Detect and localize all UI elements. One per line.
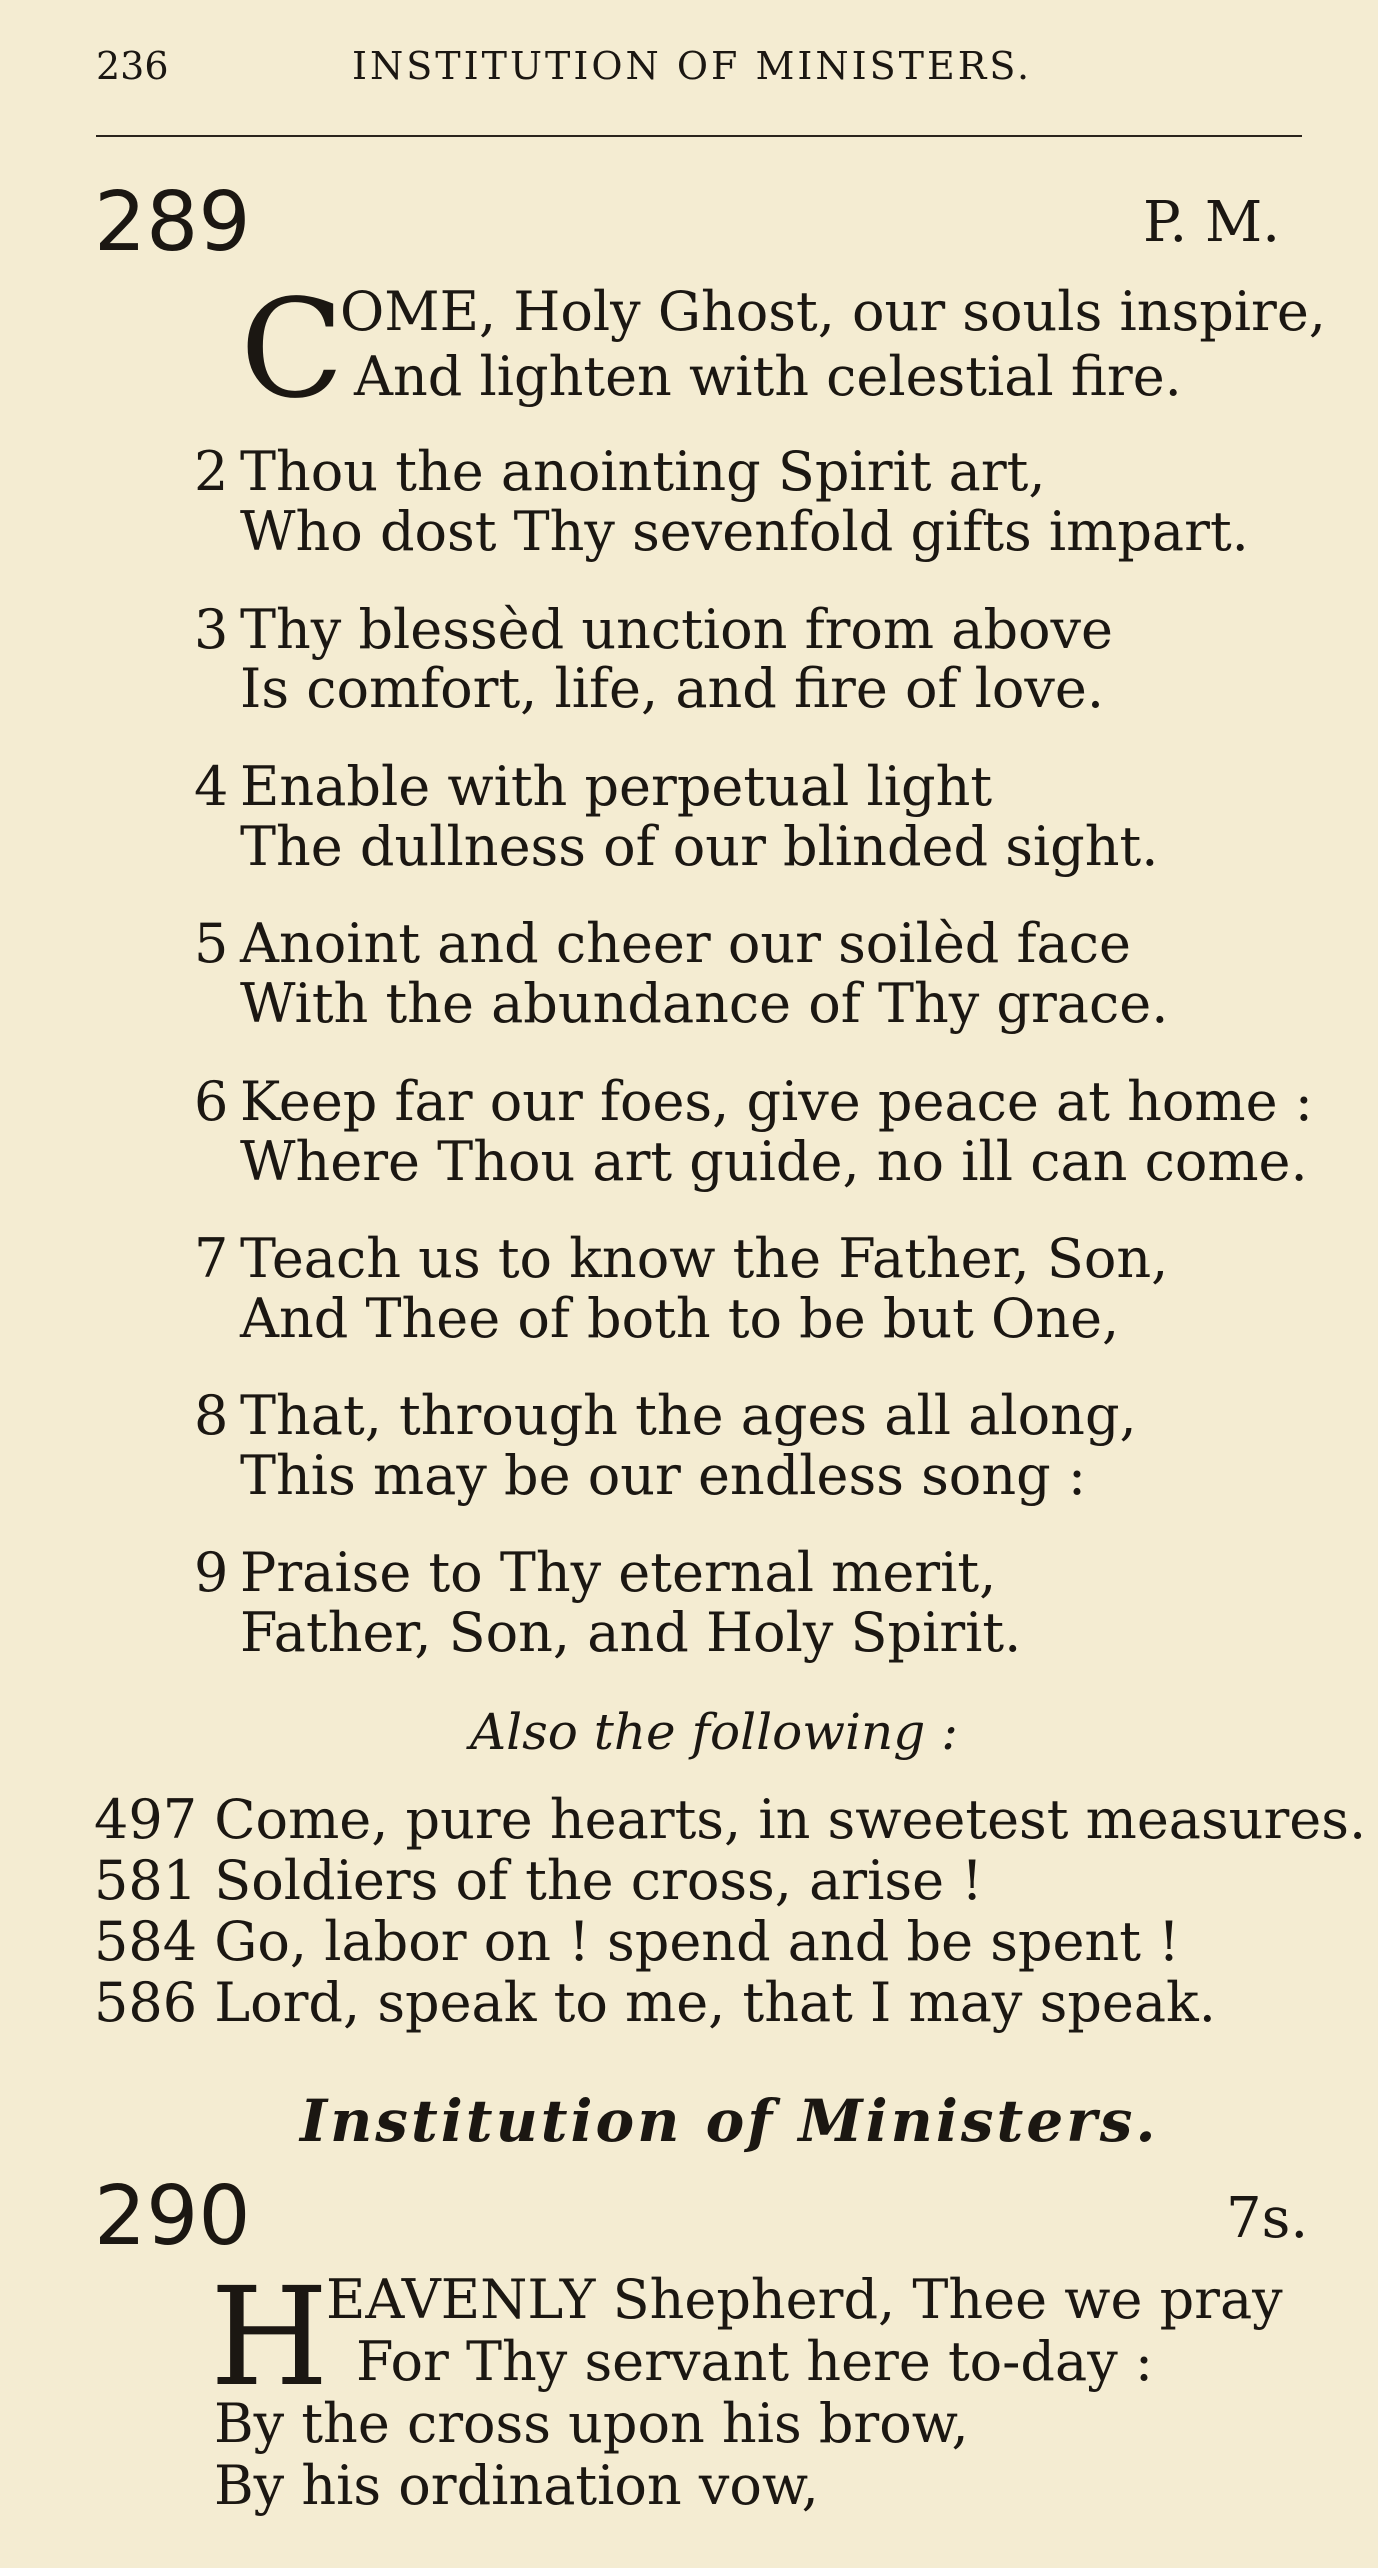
hymn-289-line-1: OME, Holy Ghost, our souls inspire, (340, 280, 1326, 343)
section-heading: Institution of Ministers. (300, 2087, 1159, 2155)
verse-number: 7 (194, 1227, 229, 1290)
also-following-label: Also the following : (470, 1703, 958, 1761)
hymn-290-line-2: For Thy servant here to-day : (356, 2330, 1154, 2393)
verse-number: 6 (194, 1070, 229, 1133)
cross-reference-584: 584 Go, labor on ! spend and be spent ! (94, 1910, 1180, 1973)
verse-6-line-1: 6 Keep far our foes, give peace at home : (194, 1070, 1313, 1133)
verse-7-line-1: 7 Teach us to know the Father, Son, (194, 1227, 1169, 1290)
dropcap-290: H (210, 2259, 329, 2417)
hymn-number-290: 290 (94, 2169, 251, 2264)
hymn-meter-289: P. M. (1143, 190, 1281, 255)
verse-5-line-1: 5 Anoint and cheer our soilèd face (194, 912, 1131, 975)
verse-7-line-2: And Thee of both to be but One, (240, 1287, 1120, 1350)
verse-number: 9 (194, 1541, 229, 1604)
hymn-290-line-1: EAVENLY Shepherd, Thee we pray (326, 2268, 1283, 2331)
hymn-290-line-4: By his ordination vow, (214, 2454, 819, 2517)
verse-4-line-2: The dullness of our blinded sight. (240, 815, 1159, 878)
cross-reference-581: 581 Soldiers of the cross, arise ! (94, 1849, 983, 1912)
verse-6-line-2: Where Thou art guide, no ill can come. (240, 1130, 1308, 1193)
verse-3-line-1: 3 Thy blessèd unction from above (194, 598, 1114, 661)
verse-2-line-2: Who dost Thy sevenfold gifts impart. (240, 500, 1249, 563)
verse-3-line-2: Is comfort, life, and fire of love. (240, 657, 1105, 720)
verse-4-line-1: 4 Enable with perpetual light (194, 755, 993, 818)
verse-2-line-1: 2 Thou the anointing Spirit art, (194, 440, 1046, 503)
hymn-289-line-2: And lighten with celestial fire. (354, 345, 1182, 408)
verse-5-line-2: With the abundance of Thy grace. (240, 972, 1169, 1035)
verse-number: 3 (194, 598, 229, 661)
cross-reference-586: 586 Lord, speak to me, that I may speak. (94, 1971, 1216, 2034)
hymn-290-line-3: By the cross upon his brow, (214, 2392, 969, 2455)
page-number: 236 (96, 44, 169, 88)
verse-number: 8 (194, 1384, 229, 1447)
verse-9-line-1: 9 Praise to Thy eternal merit, (194, 1541, 997, 1604)
hymn-number-289: 289 (94, 175, 251, 270)
cross-reference-497: 497 Come, pure hearts, in sweetest measures. (94, 1788, 1367, 1851)
dropcap-289: C (240, 271, 345, 429)
verse-number: 2 (194, 440, 229, 503)
verse-8-line-2: This may be our endless song : (240, 1444, 1087, 1507)
hymn-meter-290: 7s. (1226, 2186, 1309, 2251)
header-rule (96, 135, 1302, 137)
verse-8-line-1: 8 That, through the ages all along, (194, 1384, 1137, 1447)
verse-9-line-2: Father, Son, and Holy Spirit. (240, 1601, 1022, 1664)
verse-number: 5 (194, 912, 229, 975)
running-title: INSTITUTION OF MINISTERS. (352, 44, 1033, 88)
verse-number: 4 (194, 755, 229, 818)
